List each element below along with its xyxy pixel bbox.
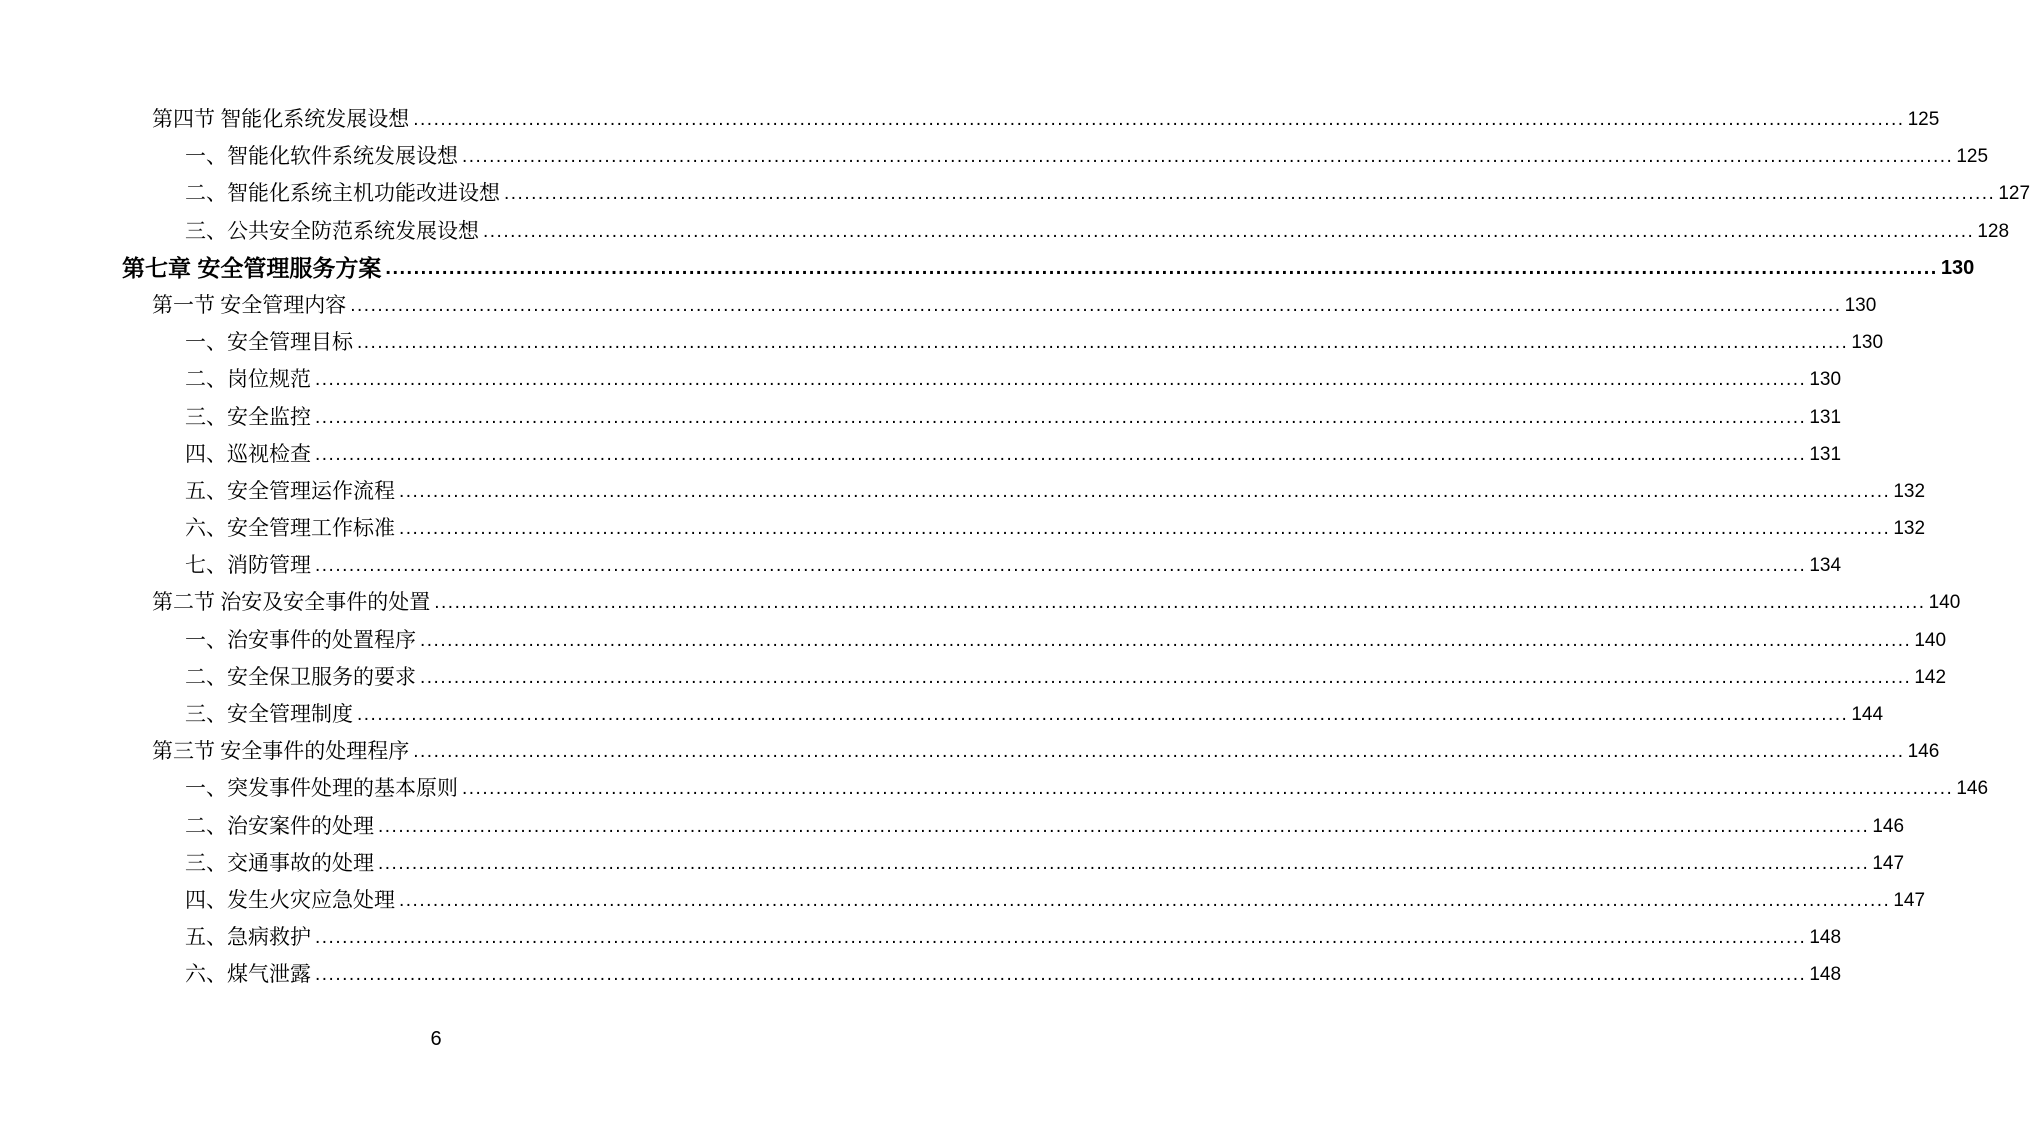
dot-leader: ............................................................................................................................................................................................................................ bbox=[315, 555, 1807, 577]
toc-entry-label: 七、消防管理 bbox=[185, 553, 311, 578]
toc-entry-label: 三、公共安全防范系统发展设想 bbox=[185, 218, 479, 243]
dot-leader: ............................................................................................................................................................................................................................ bbox=[420, 629, 1912, 651]
toc-entry-page: 140 bbox=[1914, 629, 1947, 651]
toc-entry[interactable] bbox=[122, 733, 1940, 770]
toc-entry-page: 134 bbox=[1809, 555, 1842, 577]
toc-entry[interactable] bbox=[122, 882, 1926, 919]
toc-entry[interactable] bbox=[122, 287, 1877, 324]
toc-entry-page: 131 bbox=[1809, 443, 1842, 465]
dot-leader: ............................................................................................................................................................................................................................ bbox=[483, 220, 1975, 242]
toc-entry-page: 132 bbox=[1893, 480, 1926, 502]
dot-leader: ............................................................................................................................................................................................................................ bbox=[315, 406, 1807, 428]
toc-entry-label: 三、交通事故的处理 bbox=[185, 850, 374, 875]
toc-entry-label: 四、发生火灾应急处理 bbox=[185, 887, 395, 912]
toc-entry-label: 第四节 智能化系统发展设想 bbox=[152, 107, 410, 131]
dot-leader: ............................................................................................................................................................................................................................ bbox=[413, 741, 1905, 763]
toc-entry-page: 148 bbox=[1809, 927, 1842, 949]
toc-entry-page: 147 bbox=[1893, 889, 1926, 911]
toc-entry-page: 140 bbox=[1928, 592, 1961, 614]
dot-leader: ............................................................................................................................................................................................................................ bbox=[399, 889, 1891, 911]
dot-leader: ............................................................................................................................................................................................................................ bbox=[434, 592, 1926, 614]
toc-entry[interactable] bbox=[122, 659, 1947, 696]
dot-leader: ............................................................................................................................................................................................................................ bbox=[378, 815, 1870, 837]
toc-entry-page: 148 bbox=[1809, 964, 1842, 986]
toc-entry-page: 147 bbox=[1872, 852, 1905, 874]
toc-entry-page: 125 bbox=[1956, 146, 1989, 168]
toc-entry[interactable] bbox=[122, 696, 1884, 733]
toc-entry-label: 六、安全管理工作标准 bbox=[185, 516, 395, 541]
footer-page-number: 6 bbox=[430, 1028, 442, 1050]
toc-entry[interactable] bbox=[122, 584, 1961, 621]
toc-entry[interactable] bbox=[122, 101, 1940, 138]
toc-entry[interactable] bbox=[122, 770, 1989, 807]
toc-entry-page: 142 bbox=[1914, 666, 1947, 688]
toc-entry-page: 125 bbox=[1907, 109, 1940, 130]
dot-leader: ............................................................................................................................................................................................................................ bbox=[462, 146, 1954, 168]
toc-entry-page: 130 bbox=[1940, 256, 1975, 279]
toc-entry-page: 146 bbox=[1907, 741, 1940, 763]
toc-entry-label: 一、治安事件的处置程序 bbox=[185, 627, 416, 652]
toc-entry-label: 二、智能化系统主机功能改进设想 bbox=[185, 181, 500, 206]
toc-entry-label: 三、安全监控 bbox=[185, 404, 311, 429]
toc-entry-page: 130 bbox=[1851, 332, 1884, 354]
toc-entry[interactable] bbox=[122, 845, 1905, 882]
toc-entry-label: 五、安全管理运作流程 bbox=[185, 478, 395, 503]
dot-leader: ............................................................................................................................................................................................................................ bbox=[357, 704, 1849, 725]
toc-entry-page: 144 bbox=[1851, 704, 1884, 725]
dot-leader: ............................................................................................................................................................................................................................ bbox=[385, 256, 1938, 279]
toc-entry[interactable] bbox=[122, 547, 1842, 584]
toc-entry[interactable] bbox=[122, 622, 1947, 659]
dot-leader: ............................................................................................................................................................................................................................ bbox=[315, 369, 1807, 391]
toc-entry[interactable] bbox=[122, 175, 2030, 212]
toc-entry-page: 132 bbox=[1893, 518, 1926, 540]
dot-leader: ............................................................................................................................................................................................................................ bbox=[357, 332, 1849, 354]
toc-entry[interactable] bbox=[122, 436, 1842, 473]
toc-entry[interactable] bbox=[122, 399, 1842, 436]
dot-leader: ............................................................................................................................................................................................................................ bbox=[413, 109, 1905, 130]
toc-entry[interactable] bbox=[122, 361, 1842, 398]
toc-entry[interactable] bbox=[122, 956, 1842, 993]
dot-leader: ............................................................................................................................................................................................................................ bbox=[399, 518, 1891, 540]
dot-leader: ............................................................................................................................................................................................................................ bbox=[462, 778, 1954, 800]
toc-entry[interactable] bbox=[122, 250, 1975, 287]
toc-entry-label: 第一节 安全管理内容 bbox=[152, 292, 347, 317]
toc-entry-page: 146 bbox=[1872, 815, 1905, 837]
toc-entry[interactable] bbox=[122, 808, 1905, 845]
dot-leader: ............................................................................................................................................................................................................................ bbox=[378, 852, 1870, 874]
toc-entry-label: 一、安全管理目标 bbox=[185, 330, 353, 355]
toc-entry-label: 四、巡视检查 bbox=[185, 441, 311, 466]
toc-entry-page: 127 bbox=[1998, 183, 2030, 205]
toc-entry-label: 一、突发事件处理的基本原则 bbox=[185, 776, 458, 801]
toc-entry-label: 二、安全保卫服务的要求 bbox=[185, 664, 416, 689]
dot-leader: ............................................................................................................................................................................................................................ bbox=[315, 964, 1807, 986]
dot-leader: ............................................................................................................................................................................................................................ bbox=[350, 294, 1842, 316]
toc-entry[interactable] bbox=[122, 138, 1989, 175]
toc-entry-label: 二、岗位规范 bbox=[185, 367, 311, 392]
toc-entry-label: 第七章 安全管理服务方案 bbox=[122, 254, 382, 281]
toc-list bbox=[122, 101, 2030, 994]
toc-entry-page: 131 bbox=[1809, 406, 1842, 428]
toc-entry[interactable] bbox=[122, 510, 1926, 547]
toc-entry[interactable] bbox=[122, 324, 1884, 361]
dot-leader: ............................................................................................................................................................................................................................ bbox=[420, 666, 1912, 688]
toc-entry[interactable] bbox=[122, 919, 1842, 956]
toc-entry-label: 六、煤气泄露 bbox=[185, 962, 311, 987]
toc-entry-page: 128 bbox=[1977, 220, 2010, 242]
toc-entry-page: 130 bbox=[1809, 369, 1842, 391]
toc-entry-label: 三、安全管理制度 bbox=[185, 702, 353, 726]
toc-entry-label: 第三节 安全事件的处理程序 bbox=[152, 739, 410, 764]
toc-entry-page: 130 bbox=[1844, 294, 1877, 316]
toc-entry-label: 一、智能化软件系统发展设想 bbox=[185, 144, 458, 169]
dot-leader: ............................................................................................................................................................................................................................ bbox=[399, 480, 1891, 502]
dot-leader: ............................................................................................................................................................................................................................ bbox=[315, 927, 1807, 949]
toc-entry-label: 五、急病救护 bbox=[185, 925, 311, 950]
toc-entry-label: 第二节 治安及安全事件的处置 bbox=[152, 590, 431, 615]
toc-entry[interactable] bbox=[122, 473, 1926, 510]
toc-entry-label: 二、治安案件的处理 bbox=[185, 813, 374, 838]
dot-leader: ............................................................................................................................................................................................................................ bbox=[504, 183, 1996, 205]
toc-entry-page: 146 bbox=[1956, 778, 1989, 800]
toc-entry[interactable] bbox=[122, 213, 2010, 250]
dot-leader: ............................................................................................................................................................................................................................ bbox=[315, 443, 1807, 465]
